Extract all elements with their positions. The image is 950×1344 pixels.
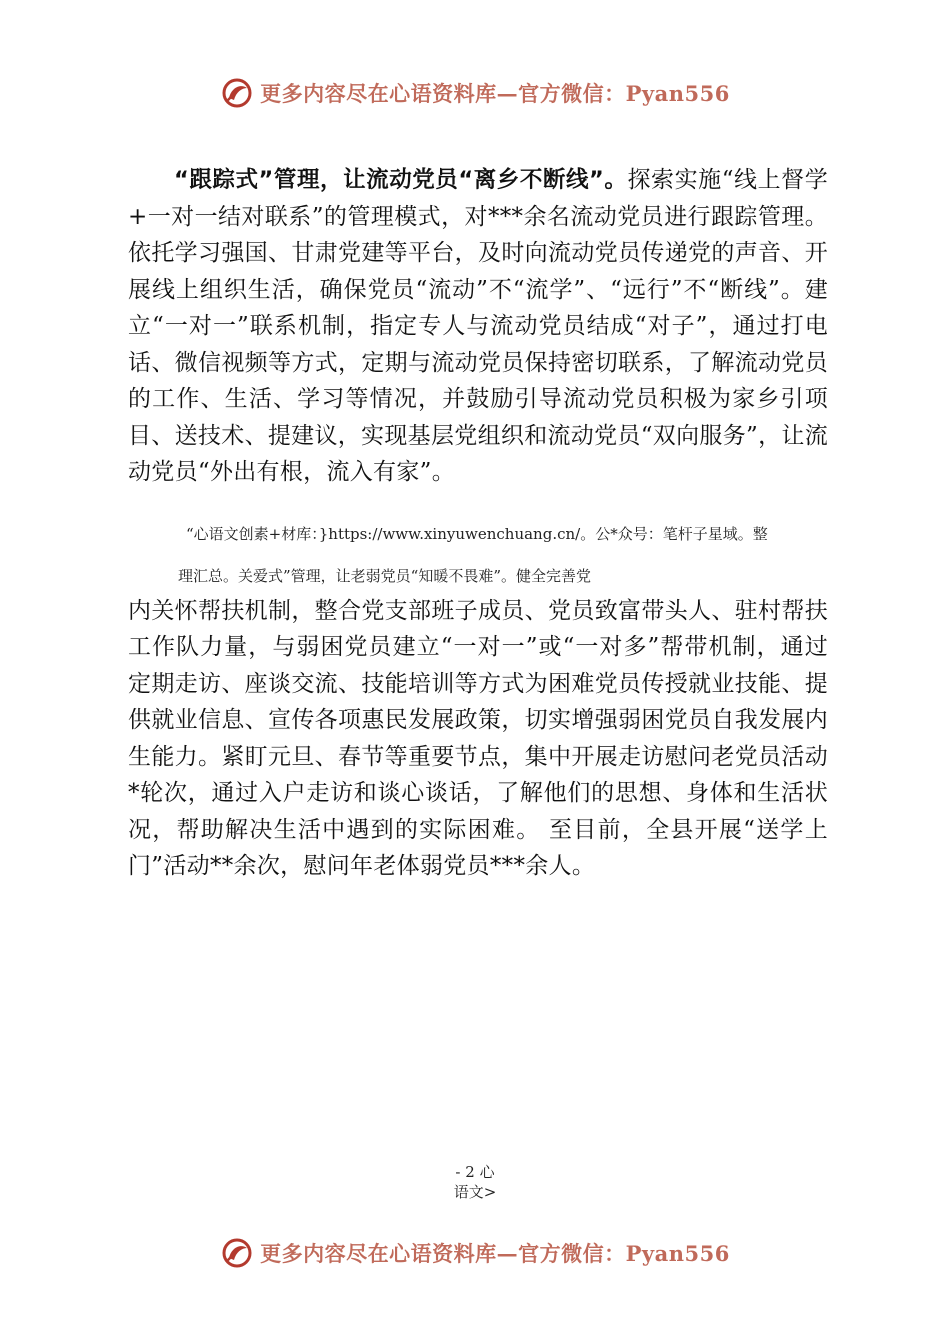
paragraph-flowing-members (128, 162, 828, 491)
banner-text: 更多内容尽在心语资料库—官方微信：Pyan556 (260, 1241, 730, 1266)
source-note-line2: 理汇总。关爱式”管理，让老弱党员“知暖不畏难”。健全完善党 (178, 566, 592, 585)
page-number-line2: 语文> (453, 1183, 497, 1201)
page-number-line1: - 2 心 (455, 1163, 495, 1181)
paragraph-body: 探索实施“线上督学+一对一结对联系”的管理模式，对***余名流动党员进行跟踪管理。依托学习强国、甘肃党建等平台，及时向流动党员传递党的声音、开展线上组织生活，确保党员“流动”不“流学”、“远行”不“断线”。建立“一对一”联系机制，指定专人与流动党员结成“对子”，通过打电话、微信视频等方式，定期与流动党员保持密切联系，了解流动党员的工作、生活、学习等情况，并鼓励引导流动党员积极为家乡引项目、送技术、提建议，实现基层党组织和流动党员“双向服务”，让流动党员“外出有根，流入有家”。 (128, 167, 829, 485)
header-banner (0, 73, 950, 113)
footer-banner (0, 1233, 950, 1273)
document-body (128, 162, 828, 885)
paragraph-care-mechanism: 内关怀帮扶机制，整合党支部班子成员、党员致富带头人、驻村帮扶工作队力量，与弱困党员建立“一对一”或“一对多”帮带机制，通过定期走访、座谈交流、技能培训等方式为困难党员传授就业技能、提供就业信息、宣传各项惠民发展政策，切实增强弱困党员自我发展内生能力。紧盯元旦、春节等重要节点，集中开展走访慰问老党员活动*轮次，通过入户走访和谈心谈话，了解他们的思想、身体和生活状况，帮助解决生活中遇到的实际困难。 至目前，全县开展“送学上门”活动**余次，慰问年老体弱党员***余人。 (128, 597, 828, 879)
source-note-line1: “心语文创素+材库：}https://www.xinyuwenchuang.cn/。公*众号：笔杆子星域。整 (186, 524, 768, 543)
xinyu-logo-icon (220, 76, 254, 110)
banner-text: 更多内容尽在心语资料库—官方微信：Pyan556 (260, 81, 730, 106)
page-number (0, 1162, 950, 1202)
paragraph-lead: “跟踪式”管理，让流动党员“离乡不断线”。 (174, 167, 628, 193)
xinyu-logo-icon (220, 1236, 254, 1270)
